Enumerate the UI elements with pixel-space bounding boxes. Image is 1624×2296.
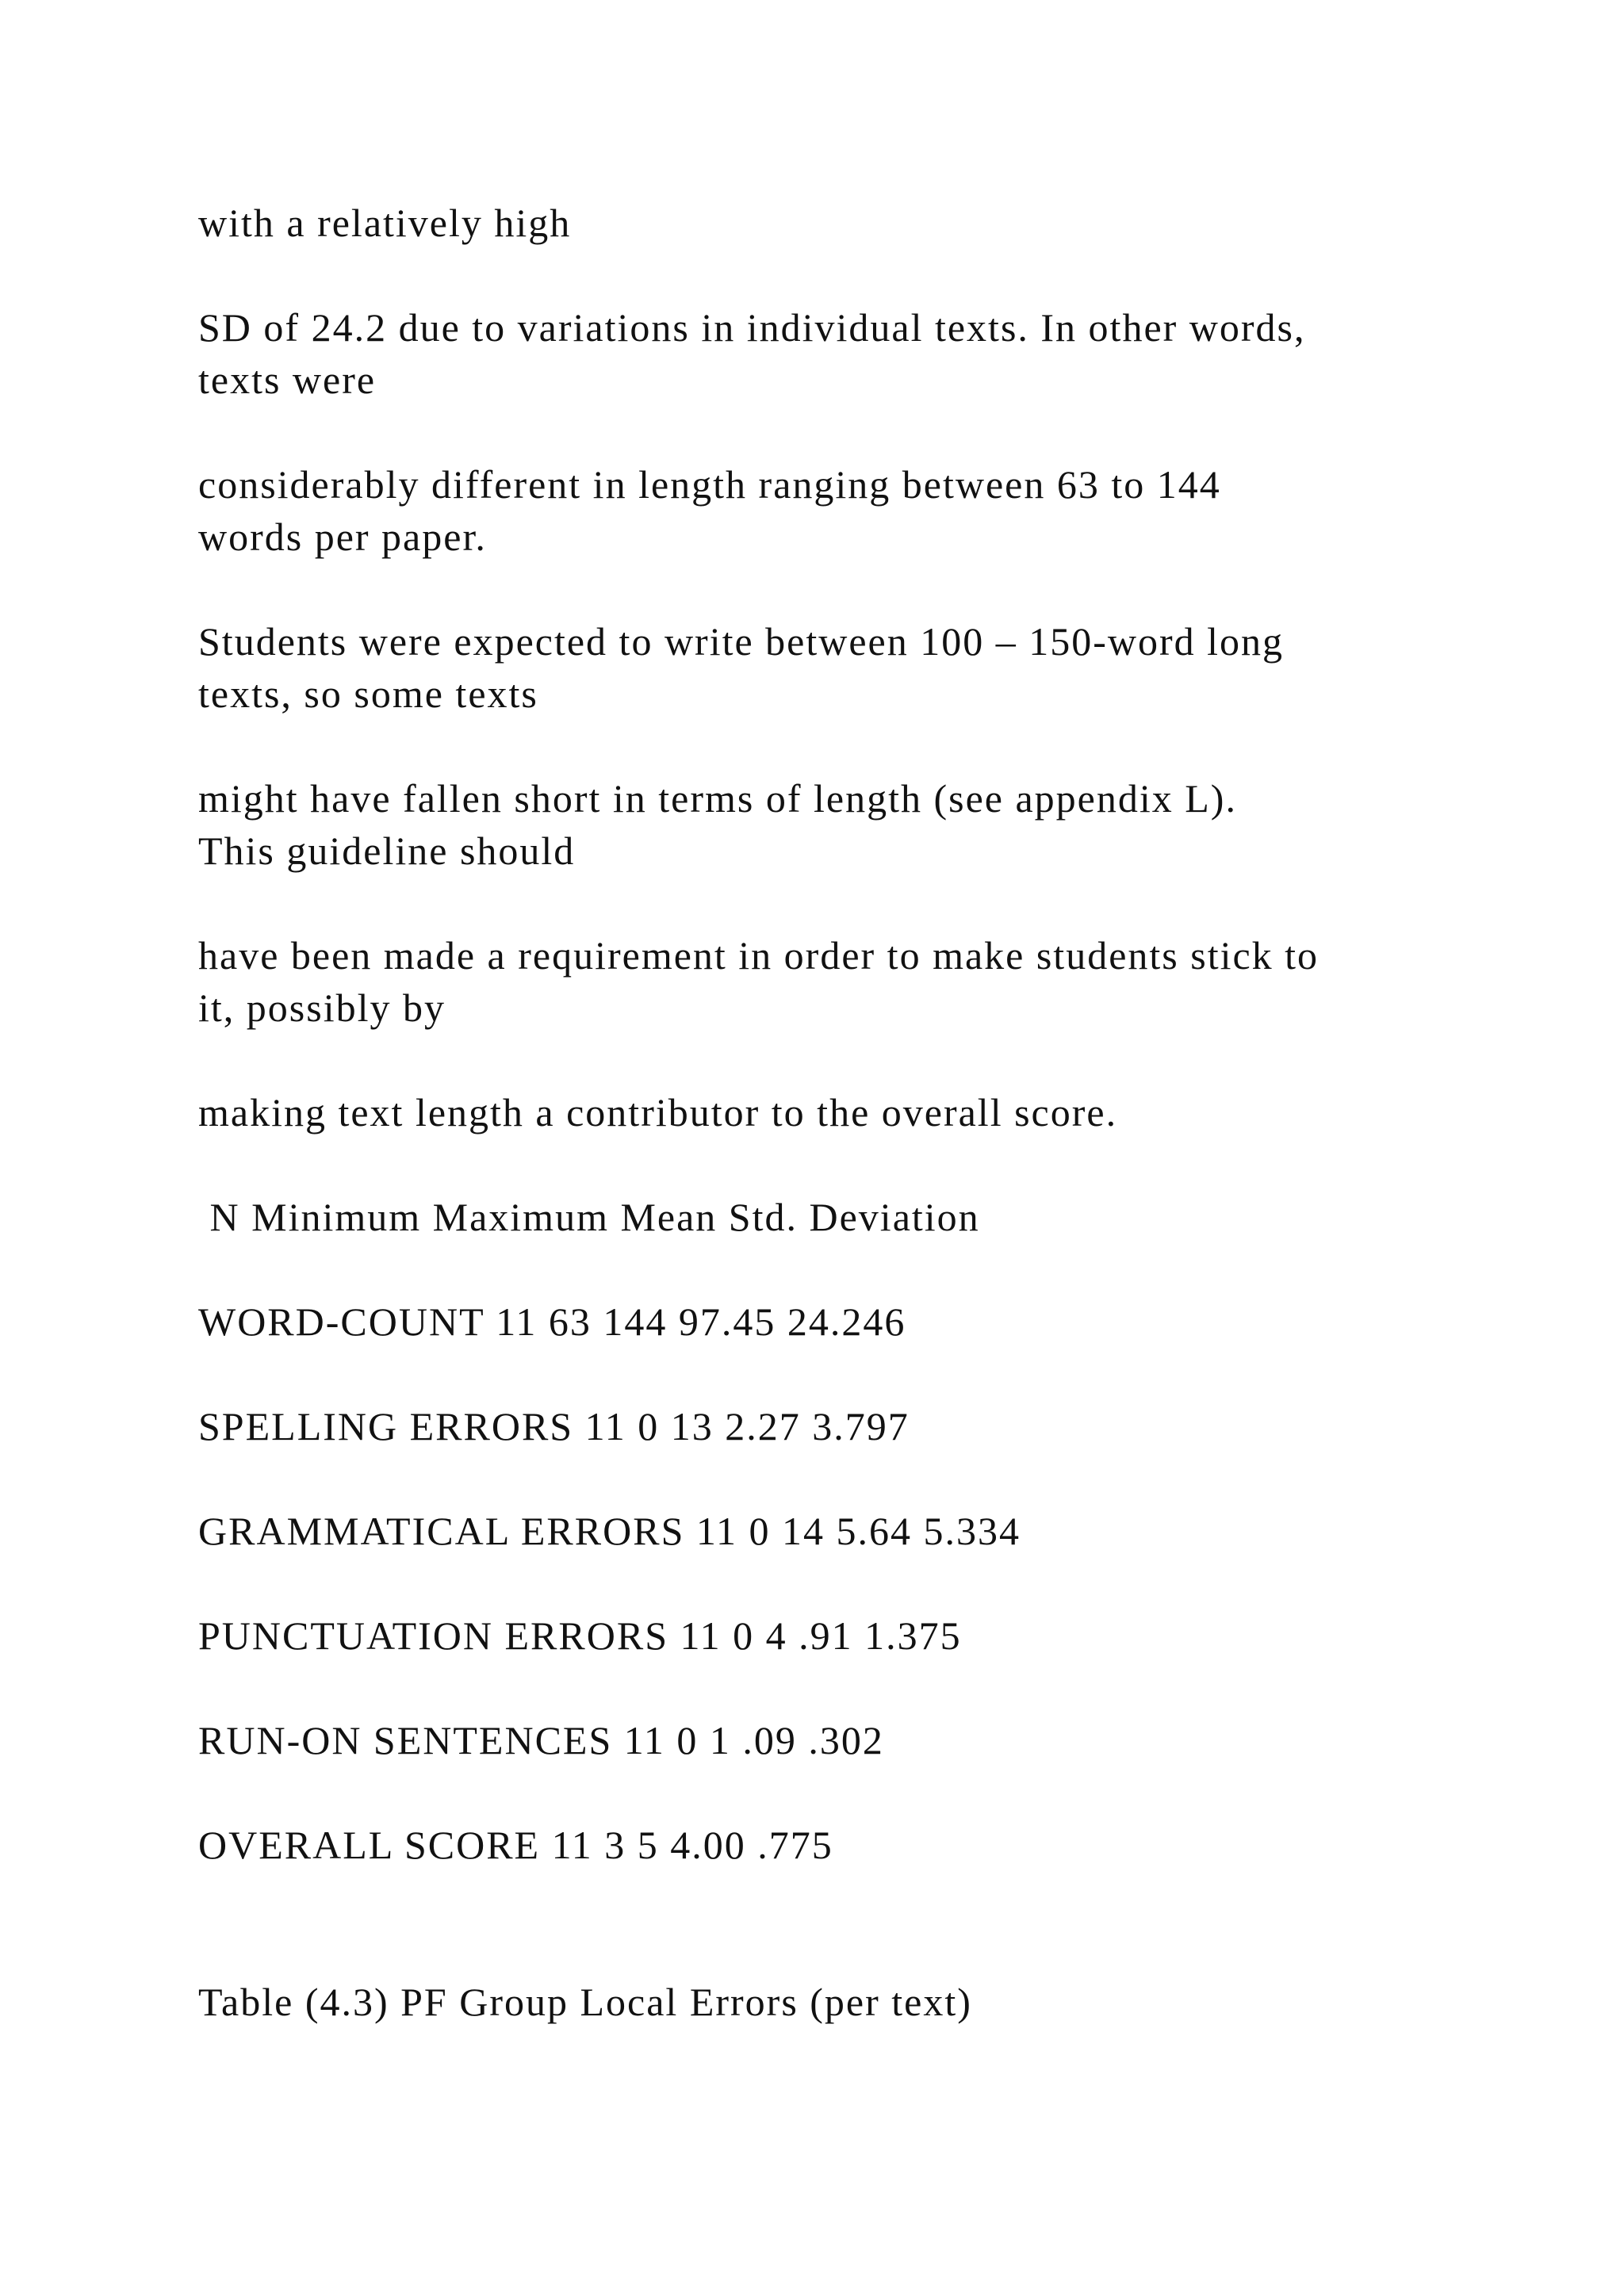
- table-row-word-count: WORD-COUNT 11 63 144 97.45 24.246: [198, 1299, 906, 1344]
- table-row-overall-score: OVERALL SCORE 11 3 5 4.00 .775: [198, 1823, 833, 1867]
- table-header-row: N Minimum Maximum Mean Std. Deviation: [198, 1195, 980, 1239]
- paragraph-line-6: Students were expected to write between 100 – 150-word long: [198, 619, 1285, 664]
- paragraph-line-4: considerably different in length ranging between 63 to 144: [198, 462, 1221, 507]
- paragraph-line-5: words per paper.: [198, 515, 487, 559]
- paragraph-line-3: texts were: [198, 358, 377, 402]
- table-row-run-on-sentences: RUN-ON SENTENCES 11 0 1 .09 .302: [198, 1718, 884, 1762]
- table-caption: Table (4.3) PF Group Local Errors (per text): [198, 1980, 972, 2024]
- paragraph-line-2: SD of 24.2 due to variations in individual texts. In other words,: [198, 305, 1306, 350]
- paragraph-line-10: have been made a requirement in order to make students stick to: [198, 933, 1320, 978]
- paragraph-line-9: This guideline should: [198, 828, 576, 873]
- paragraph-line-12: making text length a contributor to the overall score.: [198, 1090, 1118, 1135]
- paragraph-line-1: with a relatively high: [198, 201, 572, 245]
- paragraph-line-11: it, possibly by: [198, 985, 446, 1030]
- table-row-grammatical-errors: GRAMMATICAL ERRORS 11 0 14 5.64 5.334: [198, 1509, 1021, 1553]
- table-row-spelling-errors: SPELLING ERRORS 11 0 13 2.27 3.797: [198, 1404, 910, 1448]
- table-row-punctuation-errors: PUNCTUATION ERRORS 11 0 4 .91 1.375: [198, 1613, 962, 1658]
- paragraph-line-7: texts, so some texts: [198, 672, 538, 716]
- paragraph-line-8: might have fallen short in terms of length (see appendix L).: [198, 776, 1237, 821]
